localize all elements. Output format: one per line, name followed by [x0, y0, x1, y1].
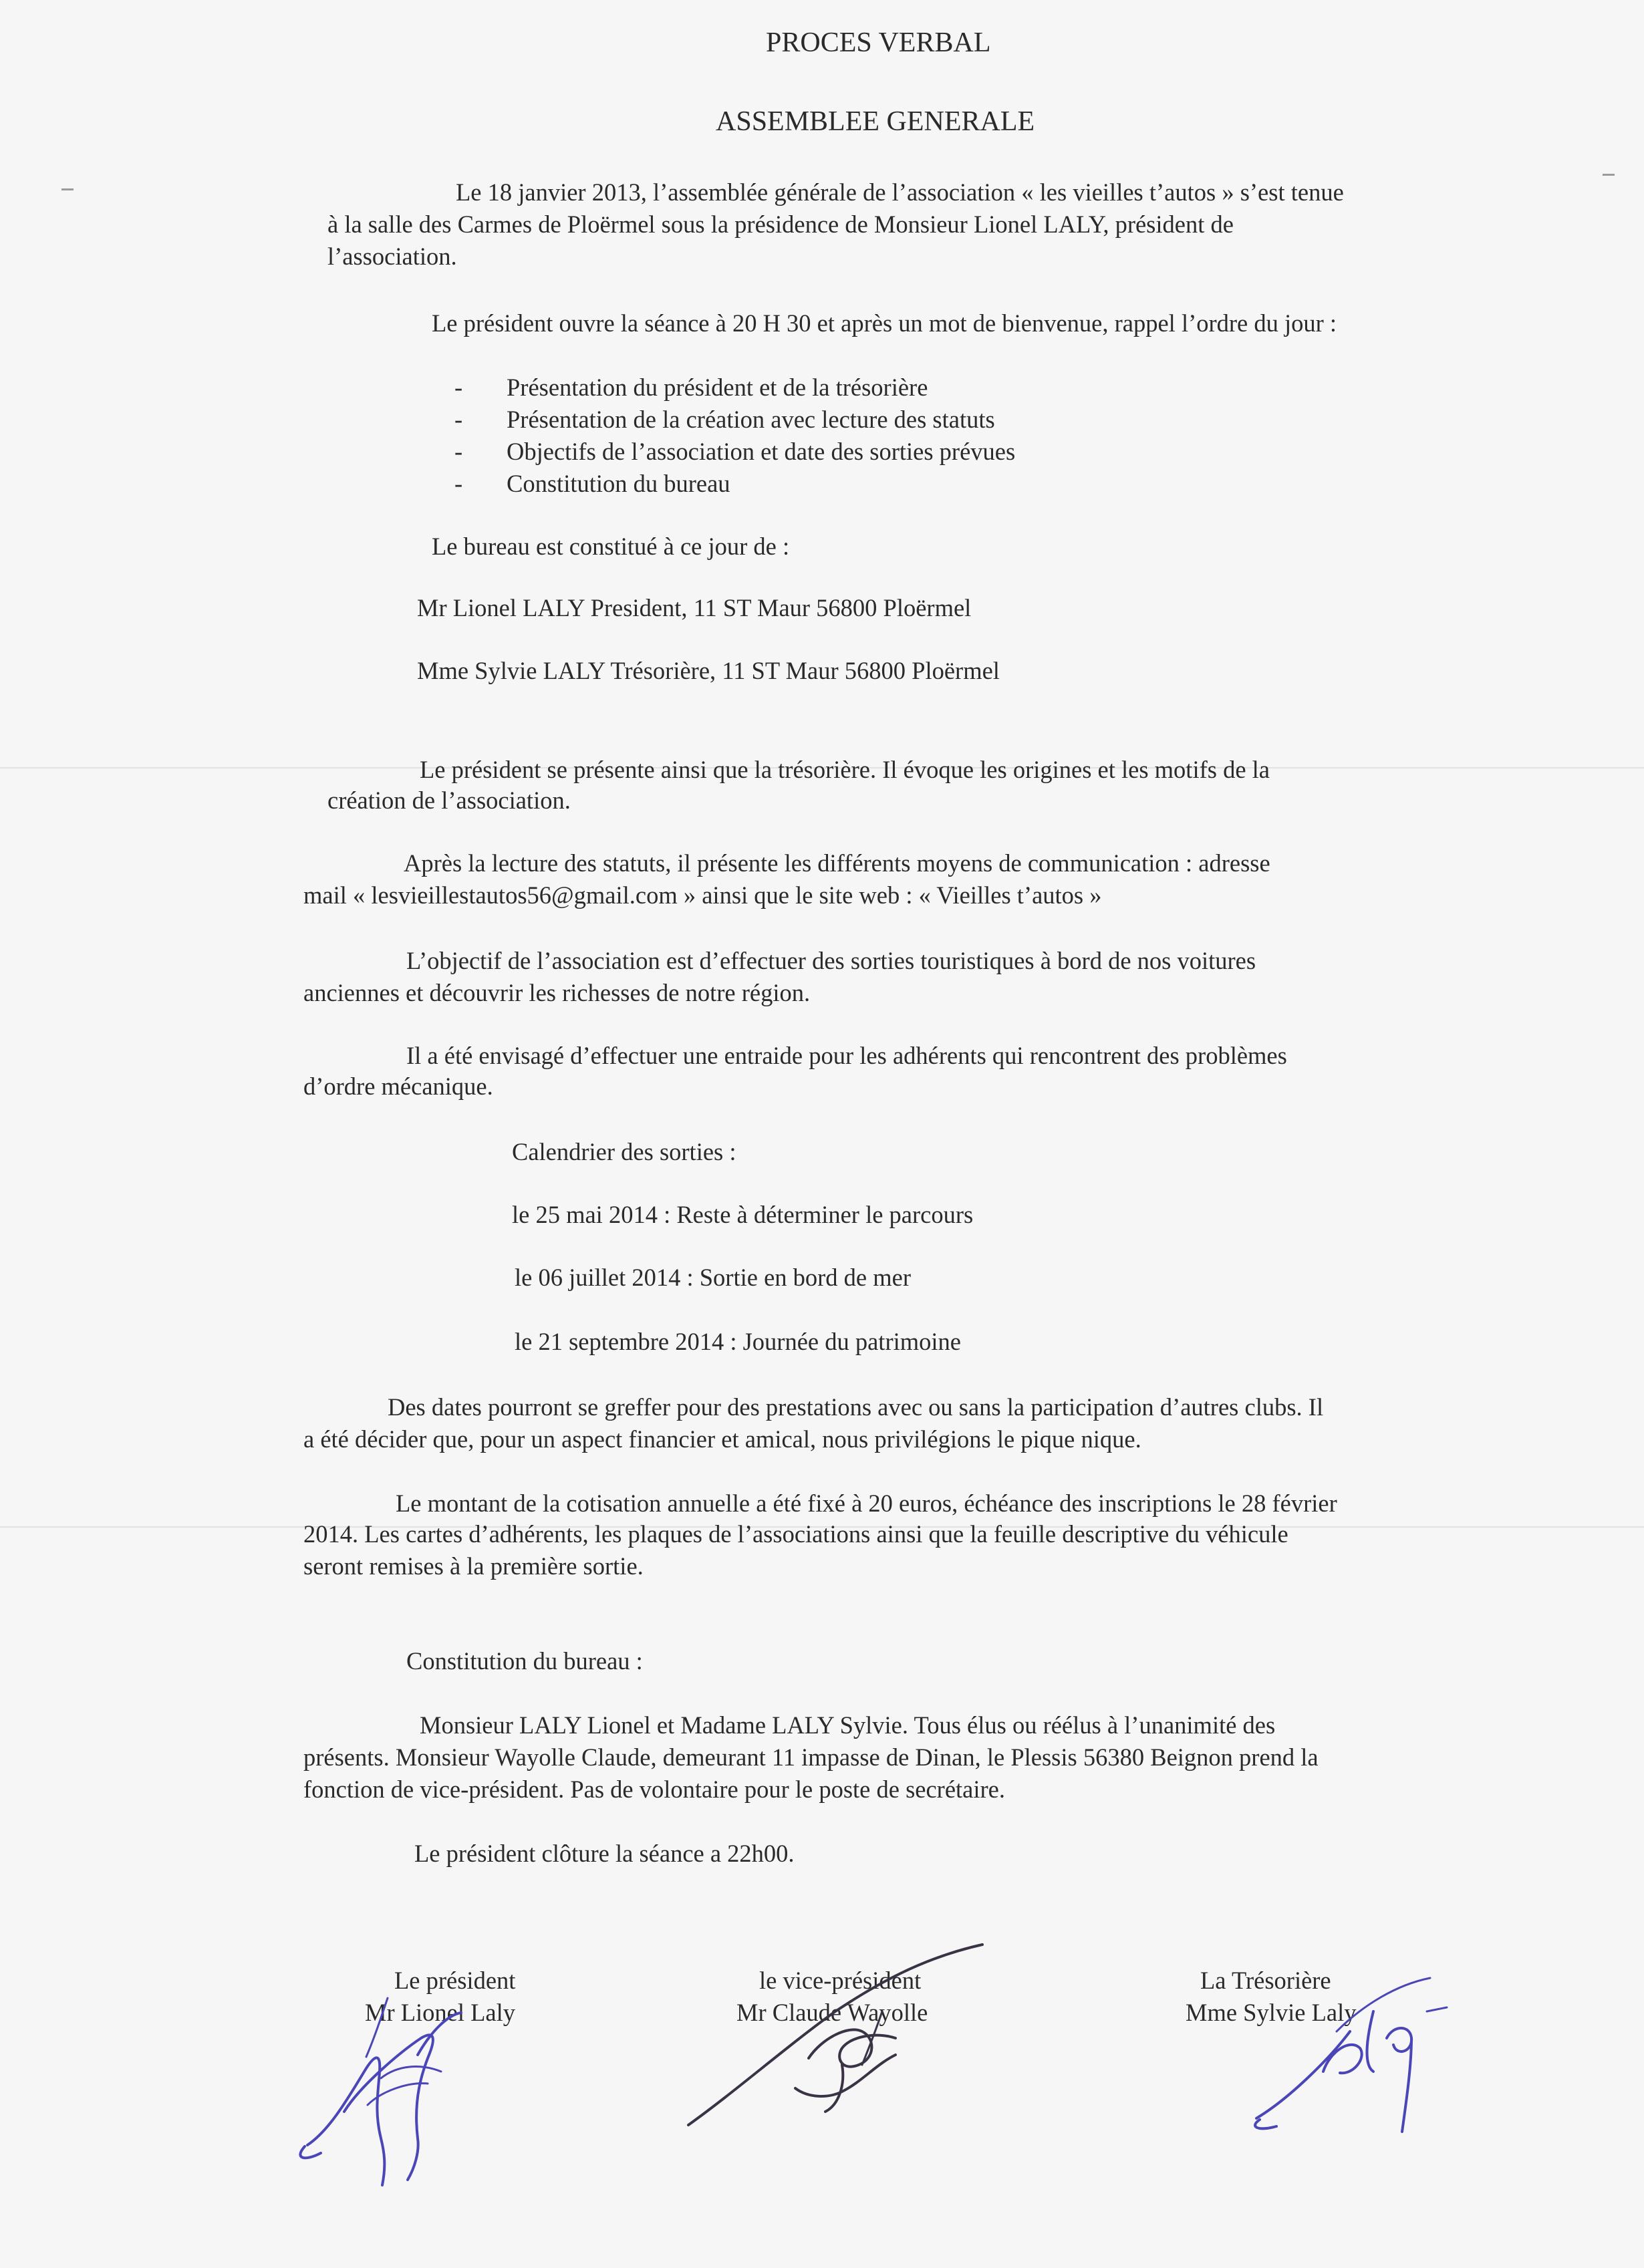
constitution-heading: Constitution du bureau :	[406, 1647, 643, 1675]
punch-mark	[1603, 174, 1615, 176]
signature-tresoriere-handwritten	[1230, 1951, 1484, 2152]
calendar-item: le 06 juillet 2014 : Sortie en bord de mer	[515, 1264, 912, 1291]
paragraph-cotisation-line: Le montant de la cotisation annuelle a été fixé à 20 euros, échéance des inscriptions le 28 février	[396, 1490, 1337, 1517]
list-bullet: -	[454, 374, 463, 401]
paragraph-cotisation-line: seront remises à la première sortie.	[303, 1552, 644, 1580]
calendar-item: le 25 mai 2014 : Reste à déterminer le parcours	[512, 1201, 974, 1228]
paragraph-objectif-line: anciennes et découvrir les richesses de notre région.	[303, 979, 811, 1006]
paragraph-statuts-line: Après la lecture des statuts, il présente les différents moyens de communication : adresse	[404, 849, 1270, 877]
signature-name-vice-president: Mr Claude Wayolle	[736, 1999, 928, 2026]
paragraph-statuts-line: mail « lesvieillestautos56@gmail.com » ainsi que le site web : « Vieilles t’autos »	[303, 881, 1102, 909]
paragraph-constitution-line: présents. Monsieur Wayolle Claude, demeurant 11 impasse de Dinan, le Plessis 56380 Beignon prend la	[303, 1743, 1319, 1771]
paragraph-presentation-line: Le président se présente ainsi que la trésorière. Il évoque les origines et les motifs de la	[420, 756, 1270, 783]
paragraph-dates-line: Des dates pourront se greffer pour des prestations avec ou sans la participation d’autres clubs. Il	[388, 1393, 1324, 1421]
signature-role-vice-president: le vice-président	[759, 1967, 922, 1994]
list-item: Présentation de la création avec lecture des statuts	[507, 406, 995, 433]
paragraph-objectif-line: L’objectif de l’association est d’effectuer des sorties touristiques à bord de nos voitures	[406, 947, 1256, 974]
paragraph-entraide-line: Il a été envisagé d’effectuer une entraide pour les adhérents qui rencontrent des problèmes	[406, 1042, 1287, 1069]
punch-mark	[61, 188, 74, 190]
calendar-heading: Calendrier des sorties :	[512, 1138, 736, 1165]
paragraph-constitution-line: Monsieur LALY Lionel et Madame LALY Sylvie. Tous élus ou réélus à l’unanimité des	[420, 1711, 1276, 1739]
paragraph-cotisation-line: 2014. Les cartes d’adhérents, les plaques de l’associations ainsi que la feuille descriptive du véhicule	[303, 1520, 1288, 1548]
paragraph-opening: Le président ouvre la séance à 20 H 30 et après un mot de bienvenue, rappel l’ordre du jour :	[432, 309, 1337, 337]
signature-president-handwritten	[281, 1938, 521, 2205]
calendar-item: le 21 septembre 2014 : Journée du patrimoine	[515, 1328, 961, 1355]
document-title: PROCES VERBAL	[766, 27, 991, 58]
paragraph-presentation-line: création de l’association.	[327, 787, 571, 814]
signature-name-president: Mr Lionel Laly	[365, 1999, 516, 2026]
list-bullet: -	[454, 438, 463, 465]
bureau-intro: Le bureau est constitué à ce jour de :	[432, 533, 790, 560]
document-subtitle: ASSEMBLEE GENERALE	[716, 106, 1035, 137]
paragraph-intro-line: Le 18 janvier 2013, l’assemblée générale de l’association « les vieilles t’autos » s’est tenue	[456, 178, 1344, 206]
paragraph-entraide-line: d’ordre mécanique.	[303, 1073, 493, 1100]
list-item: Constitution du bureau	[507, 470, 730, 497]
list-bullet: -	[454, 406, 463, 433]
signature-name-tresoriere: Mme Sylvie Laly	[1186, 1999, 1357, 2026]
bureau-member: Mme Sylvie LALY Trésorière, 11 ST Maur 56800 Ploërmel	[417, 657, 1000, 684]
list-item: Objectifs de l’association et date des sorties prévues	[507, 438, 1016, 465]
paragraph-closing: Le président clôture la séance a 22h00.	[414, 1840, 795, 1867]
paragraph-intro-line: à la salle des Carmes de Ploërmel sous la présidence de Monsieur Lionel LALY, président de	[327, 210, 1234, 238]
paragraph-constitution-line: fonction de vice-président. Pas de volontaire pour le poste de secrétaire.	[303, 1776, 1005, 1803]
signature-vice-president-handwritten	[675, 1931, 1009, 2158]
bureau-member: Mr Lionel LALY President, 11 ST Maur 56800 Ploërmel	[417, 594, 972, 621]
paragraph-dates-line: a été décider que, pour un aspect financier et amical, nous privilégions le pique nique.	[303, 1425, 1141, 1453]
signature-role-president: Le président	[394, 1967, 516, 1994]
signature-role-tresoriere: La Trésorière	[1200, 1967, 1331, 1994]
paragraph-intro-line: l’association.	[327, 243, 457, 270]
list-item: Présentation du président et de la trésorière	[507, 374, 928, 401]
list-bullet: -	[454, 470, 463, 497]
